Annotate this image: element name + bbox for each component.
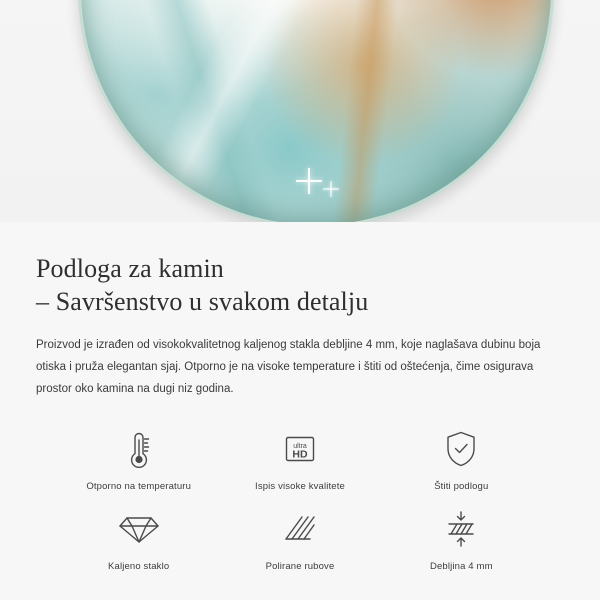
hero-image [0, 0, 600, 222]
svg-text:ultra: ultra [293, 443, 307, 450]
feature-label: Kaljeno staklo [108, 561, 170, 572]
shield-check-icon [442, 426, 480, 472]
ultra-hd-icon [280, 426, 320, 472]
feature-item-temperature [58, 426, 219, 492]
page-title [36, 252, 564, 318]
feature-item-surface-protection [381, 426, 542, 492]
feature-label: Ispis visoke kvalitete [255, 481, 345, 492]
product-description: Proizvod je izrađen od visokokvalitetnog kaljenog stakla debljine 4 mm, koje naglašava dubinu boja otiska i pruža elegantan sjaj. Otporno je na visoke temperature i štiti od oštećenja, čime osigurava prostor oko kamina na dugi niz godina. [36, 339, 541, 395]
marble-glass-plate [78, 0, 554, 222]
feature-label: Debljina 4 mm [429, 561, 493, 572]
thickness-arrows-icon [441, 506, 481, 552]
feature-label: Štiti podlogu [434, 481, 489, 492]
polished-edges-icon [280, 506, 320, 552]
svg-text:HD: HD [292, 448, 308, 461]
feature-label: Otporno na temperaturu [86, 481, 192, 492]
diamond-icon [118, 506, 160, 552]
feature-item-print-quality [219, 426, 380, 492]
thermometer-icon [122, 426, 156, 472]
page-title-line-2: – Savršenstvo u svakom detalju [36, 287, 369, 316]
feature-item-polished-edges [219, 506, 380, 572]
feature-grid [36, 426, 564, 572]
feature-item-thickness [381, 506, 542, 572]
feature-item-tempered-glass [58, 506, 219, 572]
content-section [0, 222, 600, 572]
feature-label: Polirane rubove [265, 561, 335, 572]
page-title-line-1: Podloga za kamin [36, 254, 224, 283]
